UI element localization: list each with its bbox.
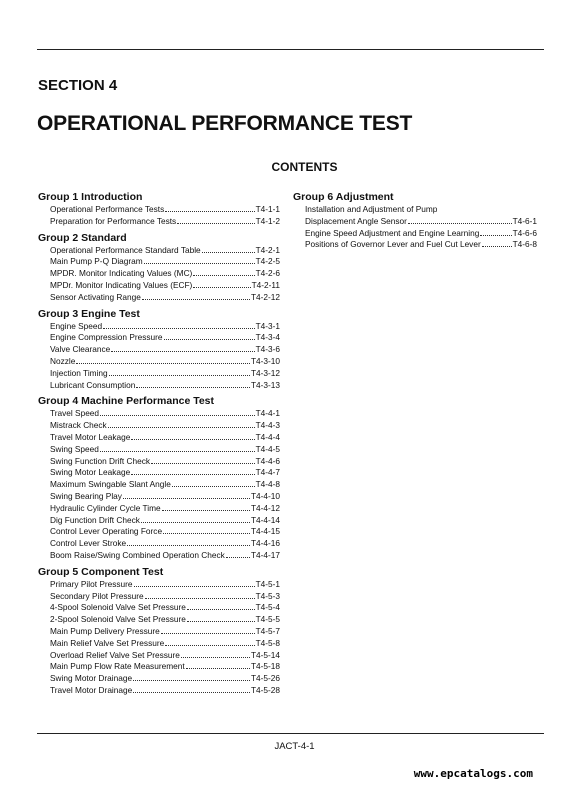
dot-leader xyxy=(136,387,250,388)
toc-entry-text: Travel Motor Drainage xyxy=(50,684,133,695)
toc-entry-page: T4-4-15 xyxy=(250,526,280,537)
dot-leader xyxy=(193,275,254,276)
dot-leader xyxy=(76,363,250,364)
dot-leader xyxy=(131,439,254,440)
toc-group xyxy=(38,190,280,228)
toc-entry[interactable] xyxy=(38,515,280,527)
toc-entry[interactable] xyxy=(38,579,280,591)
toc-entry-text: Main Pump Delivery Pressure xyxy=(50,625,160,636)
toc-entry-page: T4-2-12 xyxy=(250,291,280,302)
toc-entry-text: Travel Speed xyxy=(50,408,100,419)
dot-leader xyxy=(163,533,250,534)
dot-leader xyxy=(187,621,255,622)
toc-entry-page: T4-4-3 xyxy=(255,420,280,431)
dot-leader xyxy=(133,680,250,681)
dot-leader xyxy=(161,633,255,634)
toc-entry[interactable] xyxy=(38,216,280,228)
toc-entry-page: T4-3-6 xyxy=(255,344,280,355)
dot-leader xyxy=(134,586,255,587)
dot-leader xyxy=(151,463,255,464)
toc-entry-text: Valve Clearance xyxy=(50,344,111,355)
toc-entry[interactable] xyxy=(38,626,280,638)
contents-left-column xyxy=(38,187,280,699)
dot-leader xyxy=(482,246,512,247)
toc-group-title: Group 5 Component Test xyxy=(38,565,164,578)
toc-entry-text: MPDR. Monitor Indicating Values (MC) xyxy=(50,268,193,279)
toc-entry-text: Dig Function Drift Check xyxy=(50,514,140,525)
toc-entry[interactable] xyxy=(38,491,280,503)
toc-entry-page: T4-5-8 xyxy=(255,637,280,648)
toc-entry-text: Operational Performance Tests xyxy=(50,204,165,214)
dot-leader xyxy=(109,375,250,376)
toc-entry[interactable] xyxy=(38,602,280,614)
toc-entry-page: T4-2-6 xyxy=(255,268,280,279)
toc-entry-page: T4-4-17 xyxy=(250,549,280,560)
toc-entry-text: Displacement Angle Sensor xyxy=(305,215,407,226)
toc-entry-list xyxy=(38,579,280,697)
top-rule xyxy=(37,49,544,50)
toc-entry-page: T4-4-4 xyxy=(255,431,280,442)
section-label: SECTION 4 xyxy=(38,77,118,94)
toc-entry-text: Swing Speed xyxy=(50,443,99,454)
toc-entry-page: T4-4-16 xyxy=(250,538,280,549)
toc-entry-page: T4-4-6 xyxy=(255,455,280,466)
toc-group xyxy=(38,307,280,392)
toc-entry-page: T4-5-7 xyxy=(255,625,280,636)
dot-leader xyxy=(111,351,254,352)
toc-entry-text: Swing Motor Leakage xyxy=(50,467,131,478)
toc-entry-page: T4-3-13 xyxy=(250,379,280,390)
toc-entry-text: Main Pump Flow Rate Measurement xyxy=(50,661,185,672)
toc-group-title: Group 6 Adjustment xyxy=(293,191,394,203)
toc-entry-text: Engine Compression Pressure xyxy=(50,332,163,343)
toc-entry-text: Main Pump P-Q Diagram xyxy=(50,256,143,267)
toc-entry-text: Boom Raise/Swing Combined Operation Check xyxy=(50,549,225,560)
toc-entry-page: T4-3-4 xyxy=(255,332,280,343)
page-title: OPERATIONAL PERFORMANCE TEST xyxy=(37,112,413,135)
toc-entry-text: Main Relief Valve Set Pressure xyxy=(50,637,165,648)
toc-entry[interactable] xyxy=(38,673,280,685)
bottom-rule xyxy=(37,733,544,734)
toc-entry-text: Secondary Pilot Pressure xyxy=(50,590,144,601)
toc-entry-page: T4-4-5 xyxy=(255,443,280,454)
toc-entry[interactable] xyxy=(38,204,280,216)
toc-entry-text: Swing Bearing Play xyxy=(50,490,122,501)
toc-entry-page: T4-4-10 xyxy=(250,490,280,501)
toc-entry-text: Hydraulic Cylinder Cycle Time xyxy=(50,502,161,513)
toc-entry-list xyxy=(38,245,280,304)
dot-leader xyxy=(123,498,250,499)
toc-entry-page: T4-6-8 xyxy=(512,239,537,250)
dot-leader xyxy=(108,427,255,428)
toc-entry-page: T4-1-2 xyxy=(255,215,280,226)
toc-entry[interactable] xyxy=(38,526,280,538)
toc-entry[interactable] xyxy=(38,344,280,356)
toc-group-title: Group 4 Machine Performance Test xyxy=(38,395,215,408)
toc-entry-text-line: Installation and Adjustment of Pump xyxy=(305,204,438,214)
dot-leader xyxy=(103,328,254,329)
toc-entry-page: T4-6-6 xyxy=(512,227,537,238)
toc-entry-page: T4-3-12 xyxy=(250,367,280,378)
dot-leader xyxy=(408,223,512,224)
toc-entry-text: Injection Timing xyxy=(50,367,108,378)
toc-entry-page: T4-3-10 xyxy=(250,355,280,366)
toc-entry-page: T4-5-3 xyxy=(255,590,280,601)
dot-leader xyxy=(145,598,255,599)
toc-entry-list xyxy=(293,216,537,251)
toc-entry-page: T4-4-1 xyxy=(255,408,280,419)
toc-entry[interactable] xyxy=(293,216,537,228)
toc-entry-text: Control Lever Stroke xyxy=(50,538,127,549)
toc-entry[interactable] xyxy=(38,432,280,444)
toc-entry-text: Overload Relief Valve Set Pressure xyxy=(50,649,180,660)
toc-entry-page: T4-5-5 xyxy=(255,614,280,625)
toc-entry-text: Nozzle xyxy=(50,355,76,366)
toc-entry[interactable] xyxy=(38,614,280,626)
toc-entry[interactable] xyxy=(38,408,280,420)
toc-entry-text: Swing Motor Drainage xyxy=(50,673,133,684)
toc-entry[interactable] xyxy=(293,239,537,251)
toc-entry[interactable] xyxy=(38,685,280,697)
dot-leader xyxy=(186,668,250,669)
toc-entry[interactable] xyxy=(293,228,537,240)
toc-entry-list xyxy=(38,204,280,228)
dot-leader xyxy=(165,211,254,212)
toc-entry[interactable] xyxy=(38,550,280,562)
dot-leader xyxy=(162,510,250,511)
toc-group xyxy=(293,190,537,251)
toc-entry-page: T4-5-14 xyxy=(250,649,280,660)
toc-entry-text: 2-Spool Solenoid Valve Set Pressure xyxy=(50,614,186,625)
dot-leader xyxy=(202,252,255,253)
dot-leader xyxy=(181,657,250,658)
toc-entry-text: Maximum Swingable Slant Angle xyxy=(50,479,171,490)
watermark: www.epcatalogs.com xyxy=(413,767,533,780)
toc-entry[interactable] xyxy=(38,467,280,479)
toc-entry-text: Mistrack Check xyxy=(50,420,107,431)
contents-heading: CONTENTS xyxy=(271,160,338,174)
toc-entry-text: Engine Speed xyxy=(50,320,103,331)
toc-entry-text: Engine Speed Adjustment and Engine Learning xyxy=(305,227,480,238)
toc-entry-text: 4-Spool Solenoid Valve Set Pressure xyxy=(50,602,186,613)
toc-entry-page: T4-4-8 xyxy=(255,479,280,490)
dot-leader xyxy=(226,557,250,558)
toc-entry-text: Operational Performance Standard Table xyxy=(50,244,201,255)
toc-entry-text: Primary Pilot Pressure xyxy=(50,578,133,589)
toc-entry-page: T4-3-1 xyxy=(255,320,280,331)
toc-entry[interactable] xyxy=(38,661,280,673)
toc-entry[interactable] xyxy=(38,420,280,432)
toc-entry[interactable] xyxy=(38,380,280,392)
toc-entry-page: T4-4-12 xyxy=(250,502,280,513)
toc-entry-list xyxy=(38,321,280,392)
dot-leader xyxy=(142,299,250,300)
toc-entry-page: T4-4-14 xyxy=(250,514,280,525)
toc-entry-text: Preparation for Performance Tests xyxy=(50,215,177,226)
toc-entry-text: Swing Function Drift Check xyxy=(50,455,151,466)
toc-entry[interactable] xyxy=(38,591,280,603)
toc-entry-text: Travel Motor Leakage xyxy=(50,431,131,442)
toc-entry[interactable] xyxy=(38,638,280,650)
dot-leader xyxy=(144,263,255,264)
toc-entry-text: Control Lever Operating Force xyxy=(50,526,163,537)
toc-entry[interactable] xyxy=(38,479,280,491)
toc-entry-text: MPDr. Monitor Indicating Values (ECF) xyxy=(50,279,193,290)
toc-entry-page: T4-5-4 xyxy=(255,602,280,613)
toc-entry-text: Positions of Governor Lever and Fuel Cut Lever xyxy=(305,239,481,250)
toc-group xyxy=(38,565,280,697)
toc-entry-page: T4-2-11 xyxy=(251,279,280,290)
dot-leader xyxy=(131,474,254,475)
toc-entry-page: T4-6-1 xyxy=(512,215,537,226)
toc-entry[interactable] xyxy=(38,503,280,515)
dot-leader xyxy=(127,545,250,546)
toc-entry[interactable] xyxy=(38,280,280,292)
toc-entry[interactable] xyxy=(38,245,280,257)
dot-leader xyxy=(165,645,254,646)
toc-entry[interactable] xyxy=(38,444,280,456)
toc-group-title: Group 3 Engine Test xyxy=(38,307,140,320)
dot-leader xyxy=(164,339,255,340)
toc-entry[interactable] xyxy=(38,268,280,280)
dot-leader xyxy=(100,415,255,416)
toc-entry-page: T4-5-26 xyxy=(250,673,280,684)
toc-group xyxy=(38,394,280,561)
contents-right-column xyxy=(293,187,537,253)
toc-entry-page: T4-2-5 xyxy=(255,256,280,267)
toc-entry[interactable] xyxy=(38,256,280,268)
dot-leader xyxy=(193,287,250,288)
dot-leader xyxy=(480,235,511,236)
toc-entry-list xyxy=(38,408,280,561)
toc-entry-page: T4-5-18 xyxy=(250,661,280,672)
dot-leader xyxy=(172,486,255,487)
dot-leader xyxy=(141,522,250,523)
toc-entry[interactable] xyxy=(38,456,280,468)
toc-entry-page: T4-5-28 xyxy=(250,684,280,695)
toc-entry[interactable] xyxy=(38,356,280,368)
toc-entry-page: T4-1-1 xyxy=(255,204,280,214)
toc-entry[interactable] xyxy=(38,321,280,333)
toc-entry-text: Sensor Activating Range xyxy=(50,291,141,302)
page-number: JACT-4-1 xyxy=(274,741,315,752)
toc-entry-page: T4-5-1 xyxy=(255,578,280,589)
toc-entry-page: T4-4-7 xyxy=(255,467,280,478)
toc-entry-text: Lubricant Consumption xyxy=(50,379,136,390)
toc-entry[interactable] xyxy=(38,650,280,662)
dot-leader xyxy=(187,609,255,610)
toc-group-title: Group 2 Standard xyxy=(38,231,127,244)
dot-leader xyxy=(133,692,250,693)
toc-entry[interactable] xyxy=(38,292,280,304)
toc-group-title: Group 1 Introduction xyxy=(38,191,143,203)
toc-entry-page: T4-2-1 xyxy=(255,244,280,255)
toc-group xyxy=(38,231,280,304)
dot-leader xyxy=(100,451,255,452)
toc-entry[interactable] xyxy=(38,332,280,344)
toc-entry[interactable] xyxy=(38,538,280,550)
toc-entry[interactable] xyxy=(38,368,280,380)
dot-leader xyxy=(177,223,254,224)
